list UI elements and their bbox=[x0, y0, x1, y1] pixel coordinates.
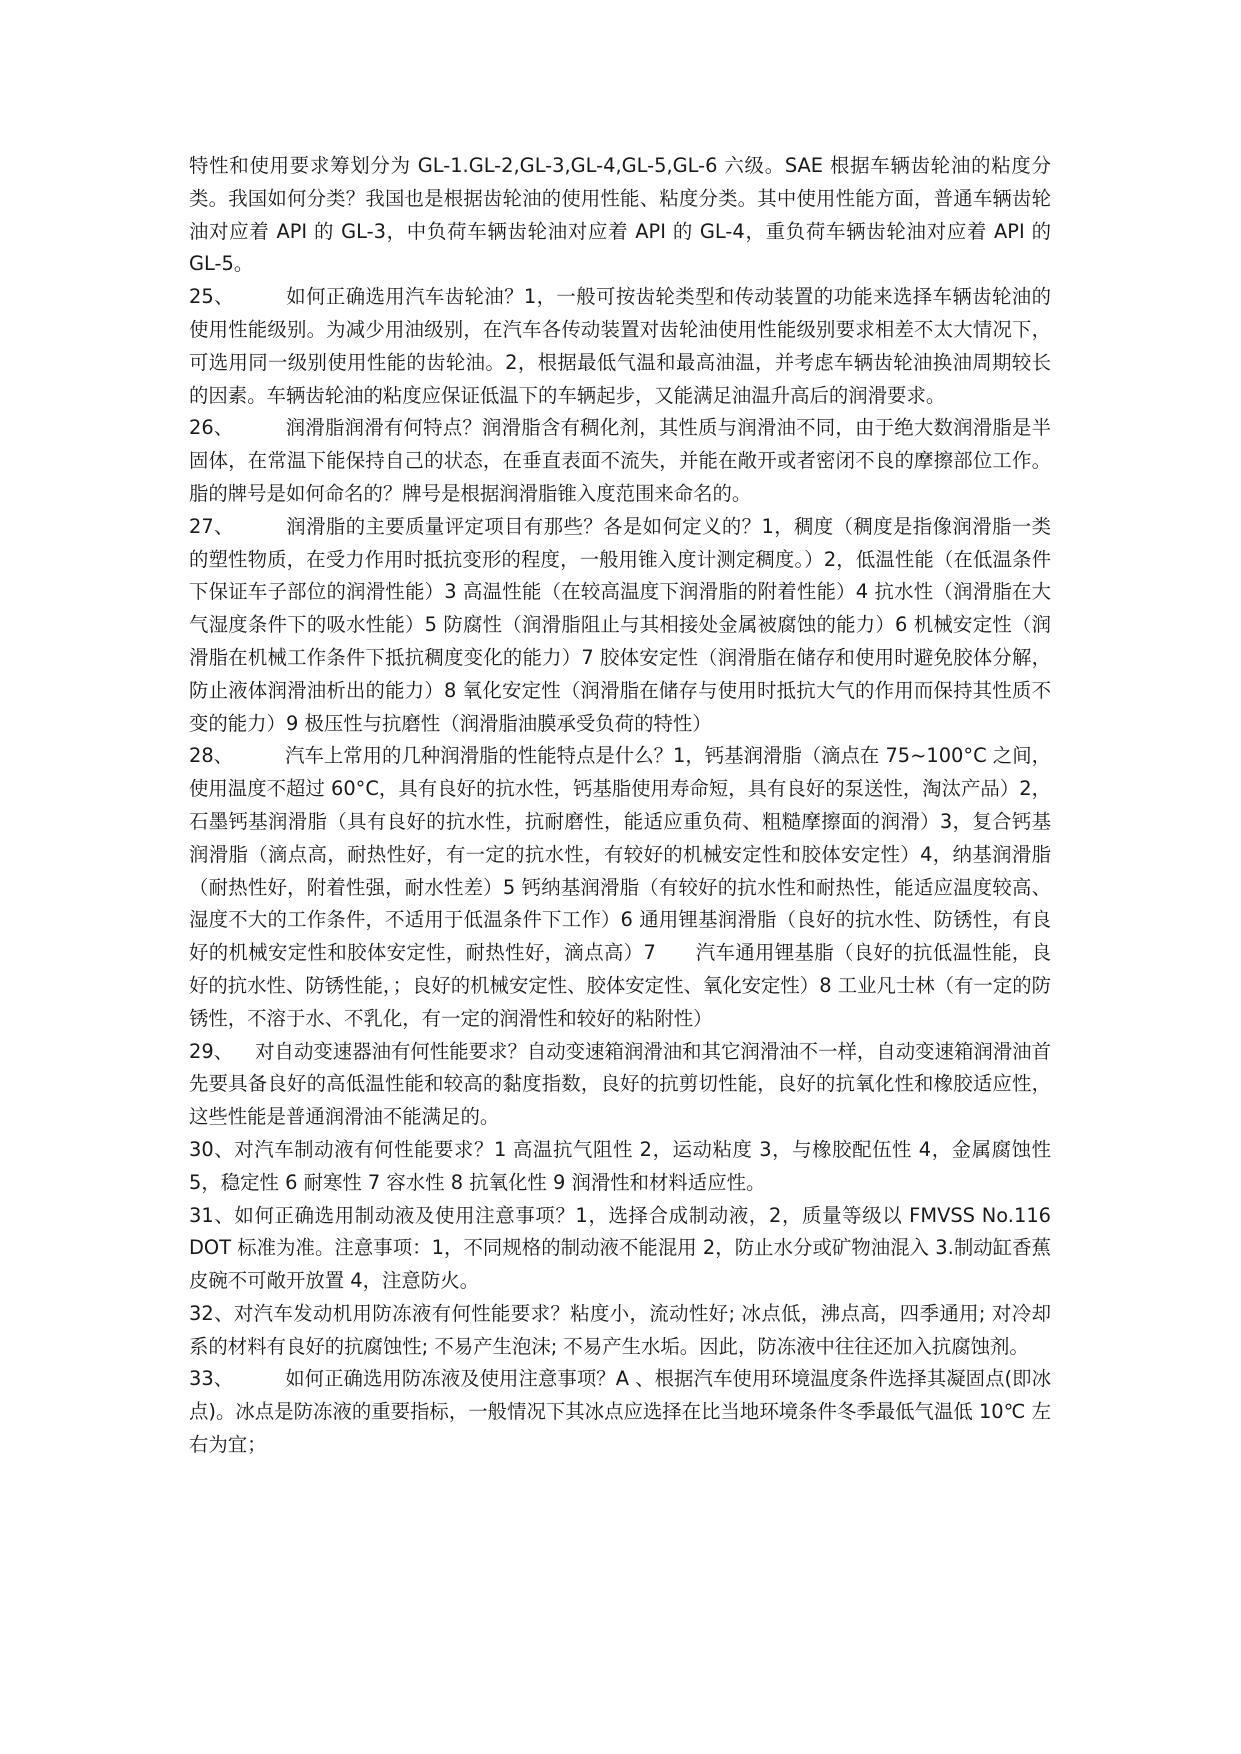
paragraph-number: 28、 bbox=[189, 744, 234, 768]
paragraph-27 bbox=[189, 511, 1051, 741]
paragraph-30 bbox=[189, 1134, 1051, 1200]
paragraph-31 bbox=[189, 1200, 1051, 1298]
paragraph-text: 如何正确选用防冻液及使用注意事项？A 、根据汽车使用环境温度条件选择其凝固点(即冰点)。冰点是防冻液的重要指标，一般情况下其冰点应选择在比当地环境条件冬季最低气温低 10℃ 左右为宜； bbox=[189, 1367, 1051, 1457]
paragraph-text: 汽车上常用的几种润滑脂的性能特点是什么？1，钙基润滑脂（滴点在 75~100°C 之间，使用温度不超过 60°C，具有良好的抗水性，钙基脂使用寿命短，具有良好的泵送性，淘汰产品）2，石墨钙基润滑脂（具有良好的抗水性，抗耐磨性，能适应重负荷、粗糙摩擦面的润滑）3，复合钙基润滑脂（滴点高，耐热性好，有一定的抗水性，有较好的机械安定性和胶体安定性）4，纳基润滑脂（耐热性好，附着性强，耐水性差）5 钙纳基润滑脂（有较好的抗水性和耐热性，能适应温度较高、湿度不大的工作条件，不适用于低温条件下工作）6 通用锂基润滑脂（良好的抗水性、防锈性，有良好的机械安定性和胶体安定性，耐热性好，滴点高）7 汽车通用锂基脂（良好的抗低温性能，良好的抗水性、防锈性能，；良好的机械安定性、胶体安定性、氧化安定性）8 工业凡士林（有一定的防锈性，不溶于水、不乳化，有一定的润滑性和较好的粘附性） bbox=[189, 744, 1051, 1030]
paragraph-number: 27、 bbox=[189, 514, 234, 538]
paragraph-text: 如何正确选用制动液及使用注意事项？1，选择合成制动液，2，质量等级以 FMVSS No.116 DOT 标准为准。注意事项：1，不同规格的制动液不能混用 2，防止水分或矿物油混入 3.制动缸香蕉皮碗不可敞开放置 4，注意防火。 bbox=[189, 1203, 1051, 1293]
paragraph-text: 对汽车制动液有何性能要求？1 高温抗气阻性 2，运动粘度 3，与橡胶配伍性 4，金属腐蚀性 5，稳定性 6 耐寒性 7 容水性 8 抗氧化性 9 润滑性和材料适应性。 bbox=[189, 1137, 1051, 1194]
paragraph-number: 26、 bbox=[189, 416, 234, 440]
paragraph-text: 特性和使用要求筹划分为 GL-1.GL-2,GL-3,GL-4,GL-5,GL-6 六级。SAE 根据车辆齿轮油的粘度分类。我国如何分类？我国也是根据齿轮油的使用性能、粘度分类。其中使用性能方面，普通车辆齿轮油对应着 API 的 GL-3，中负荷车辆齿轮油对应着 API 的 GL-4，重负荷车辆齿轮油对应着 API 的 GL-5。 bbox=[189, 154, 1051, 276]
paragraph-26 bbox=[189, 412, 1051, 510]
paragraph-number: 33、 bbox=[189, 1367, 234, 1391]
paragraph-text: 对自动变速器油有何性能要求？自动变速箱润滑油和其它润滑油不一样，自动变速箱润滑油首先要具备良好的高低温性能和较高的黏度指数，良好的抗剪切性能，良好的抗氧化性和橡胶适应性，这些性能是普通润滑油不能满足的。 bbox=[189, 1039, 1051, 1129]
paragraph-text: 如何正确选用汽车齿轮油？1，一般可按齿轮类型和传动装置的功能来选择车辆齿轮油的使用性能级别。为减少用油级别，在汽车各传动装置对齿轮油使用性能级别要求相差不太大情况下，可选用同一级别使用性能的齿轮油。2，根据最低气温和最高油温，并考虑车辆齿轮油换油周期较长的因素。车辆齿轮油的粘度应保证低温下的车辆起步，又能满足油温升高后的润滑要求。 bbox=[189, 285, 1051, 407]
paragraph-29 bbox=[189, 1036, 1051, 1134]
paragraph-number: 31、 bbox=[189, 1203, 235, 1227]
paragraph-text: 润滑脂的主要质量评定项目有那些？各是如何定义的？1，稠度（稠度是指像润滑脂一类的塑性物质，在受力作用时抵抗变形的程度，一般用锥入度计测定稠度。）2，低温性能（在低温条件下保证车子部位的润滑性能）3 高温性能（在较高温度下润滑脂的附着性能）4 抗水性（润滑脂在大气湿度条件下的吸水性能）5 防腐性（润滑脂阻止与其相接处金属被腐蚀的能力）6 机械安定性（润滑脂在机械工作条件下抵抗稠度变化的能力）7 胶体安定性（润滑脂在储存和使用时避免胶体分解，防止液体润滑油析出的能力）8 氧化安定性（润滑脂在储存与使用时抵抗大气的作用而保持其性质不变的能力）9 极压性与抗磨性（润滑脂油膜承受负荷的特性） bbox=[189, 514, 1051, 735]
paragraph-text: 对汽车发动机用防冻液有何性能要求？粘度小，流动性好; 冰点低，沸点高，四季通用; 对冷却系的材料有良好的抗腐蚀性; 不易产生泡沫; 不易产生水垢。因此，防冻液中往往还加入抗腐蚀剂。 bbox=[189, 1301, 1051, 1358]
paragraph-32 bbox=[189, 1298, 1051, 1364]
paragraph-33 bbox=[189, 1363, 1051, 1461]
paragraph-number: 25、 bbox=[189, 285, 234, 309]
paragraph-25 bbox=[189, 281, 1051, 412]
document-body bbox=[189, 150, 1051, 1462]
paragraph-number: 30、 bbox=[189, 1137, 235, 1161]
paragraph-28 bbox=[189, 740, 1051, 1035]
paragraph-number: 32、 bbox=[189, 1301, 234, 1325]
paragraph-text: 润滑脂润滑有何特点？润滑脂含有稠化剂，其性质与润滑油不同，由于绝大数润滑脂是半固体，在常温下能保持自己的状态，在垂直表面不流失，并能在敞开或者密闭不良的摩擦部位工作。脂的牌号是如何命名的？牌号是根据润滑脂锥入度范围来命名的。 bbox=[189, 416, 1051, 505]
paragraph-continuation bbox=[189, 150, 1051, 281]
paragraph-number: 29、 bbox=[189, 1039, 234, 1063]
